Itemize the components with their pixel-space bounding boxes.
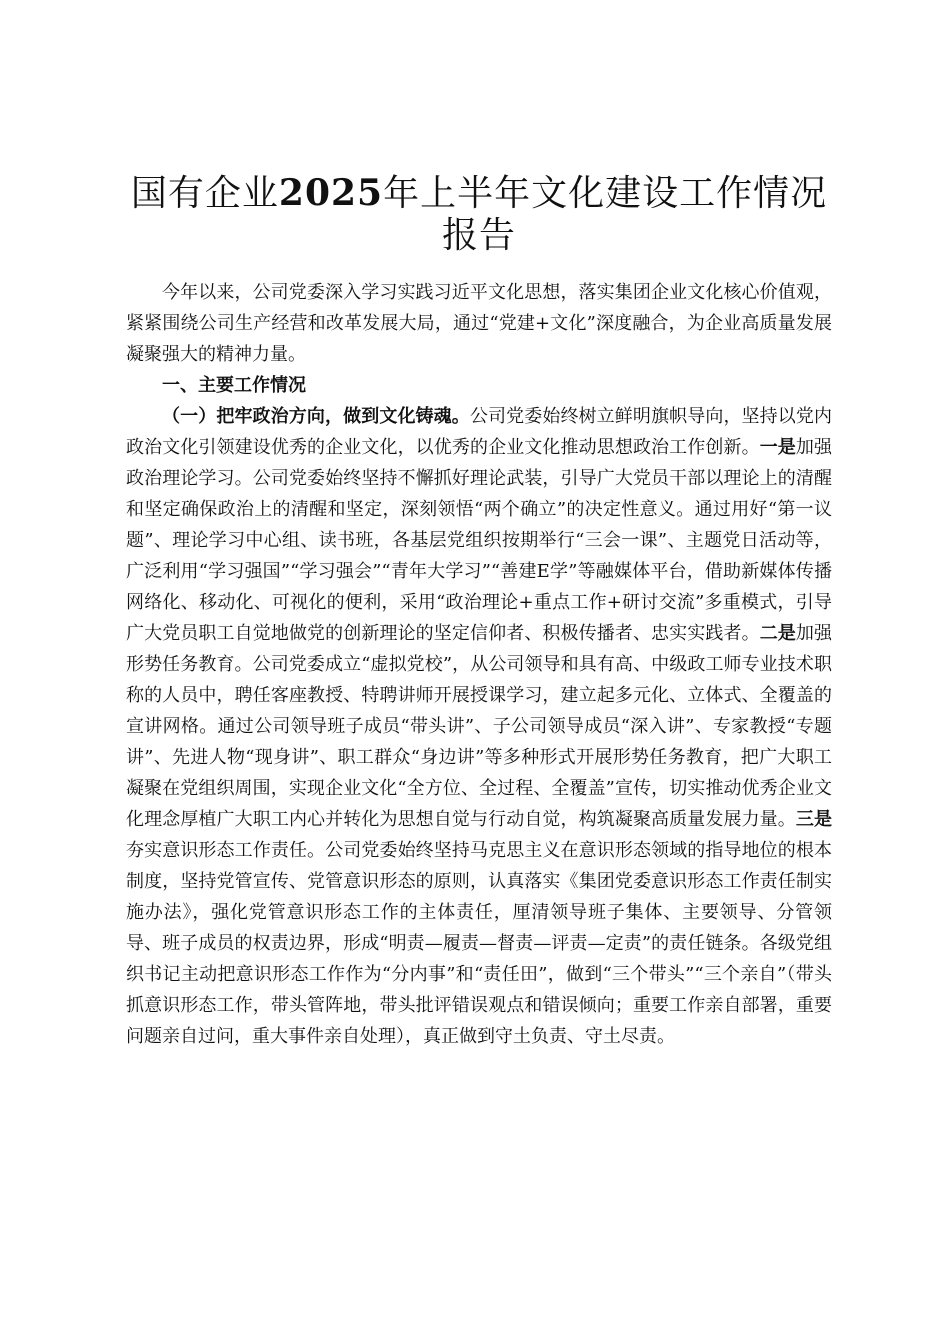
- point-lead-3: 三是: [795, 809, 832, 830]
- title-text-1: 国有企业: [130, 173, 279, 214]
- body-paragraph: [126, 401, 832, 1052]
- point-lead-2: 二是: [759, 623, 796, 644]
- document-page: [126, 172, 832, 1052]
- document-title: [126, 172, 832, 257]
- title-text-2: 年上半年文化建设工作情况报告: [383, 173, 828, 256]
- section-heading: 一、主要工作情况: [162, 375, 306, 396]
- point-text-2: 加强形势任务教育。公司党委成立“虚拟党校”，从公司领导和具有高、中级政工师专业技术职称的人员中，聘任客座教授、特聘讲师开展授课学习，建立起多元化、立体式、全覆盖的宣讲网格。通过公司领导班子成员“带头讲”、子公司领导成员“深入讲”、专家教授“专题讲”、先进人物“现身讲”、职工群众“身边讲”等多种形式开展形势任务教育，把广大职工凝聚在党组织周围，实现企业文化“全方位、全过程、全覆盖”宣传，切实推动优秀企业文化理念厚植广大职工内心并转化为思想自觉与行动自觉，构筑凝聚高质量发展力量。: [126, 623, 833, 830]
- subsection-title: （一）把牢政治方向，做到文化铸魂。: [162, 406, 470, 427]
- point-text-3: 夯实意识形态工作责任。公司党委始终坚持马克思主义在意识形态领域的指导地位的根本制度，坚持党管宣传、党管意识形态的原则，认真落实《集团党委意识形态工作责任制实施办法》，强化党管意识形态工作的主体责任，厘清领导班子集体、主要领导、分管领导、班子成员的权责边界，形成“明责—履责—督责—评责—定责”的责任链条。各级党组织书记主动把意识形态工作作为“分内事”和“责任田”，做到“三个带头”“三个亲自”（带头抓意识形态工作，带头管阵地，带头批评错误观点和错误倾向；重要工作亲自部署，重要问题亲自过问，重大事件亲自处理），真正做到守土负责、守土尽责。: [126, 840, 832, 1047]
- intro-paragraph: 今年以来，公司党委深入学习实践习近平文化思想，落实集团企业文化核心价值观，紧紧围绕公司生产经营和改革发展大局，通过“党建+文化”深度融合，为企业高质量发展凝聚强大的精神力量。: [126, 282, 832, 365]
- point-lead-1: 一是: [759, 437, 796, 458]
- title-year: 2025: [278, 172, 384, 214]
- point-text-1: 加强政治理论学习。公司党委始终坚持不懈抓好理论武装，引导广大党员干部以理论上的清醒和坚定确保政治上的清醒和坚定，深刻领悟“两个确立”的决定性意义。通过用好“第一议题”、理论学习中心组、读书班，各基层党组织按期举行“三会一课”、主题党日活动等，广泛利用“学习强国”“学习强会”“青年大学习”“善建E学”等融媒体平台，借助新媒体传播网络化、移动化、可视化的便利，采用“政治理论+重点工作+研讨交流”多重模式，引导广大党员职工自觉地做党的创新理论的坚定信仰者、积极传播者、忠实实践者。: [126, 437, 833, 644]
- subsection-intro-text: 公司党委始终树立鲜明旗帜导向，坚持以党内政治文化引领建设优秀的企业文化，以优秀的企业文化推动思想政治工作创新。: [126, 406, 832, 458]
